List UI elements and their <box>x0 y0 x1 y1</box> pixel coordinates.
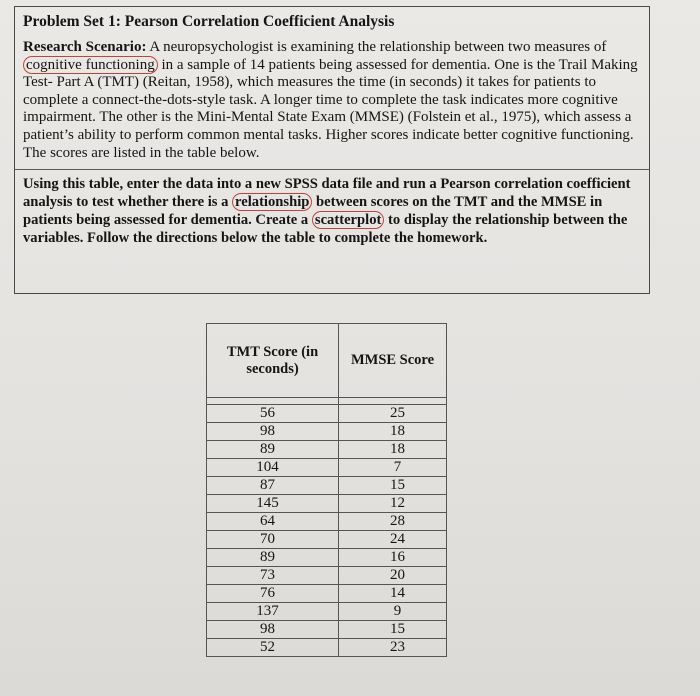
tmt-score-cell: 89 <box>207 549 339 567</box>
section-divider <box>15 169 649 170</box>
table-header-row <box>207 324 447 398</box>
table-spacer <box>207 398 447 405</box>
scenario-circled-phrase: cognitive functioning <box>23 56 158 74</box>
tmt-score-cell: 70 <box>207 531 339 549</box>
table-row <box>207 531 447 549</box>
instructions <box>23 176 641 247</box>
tmt-score-cell: 76 <box>207 585 339 603</box>
tmt-score-cell: 64 <box>207 513 339 531</box>
tmt-score-cell: 89 <box>207 441 339 459</box>
mmse-score-cell: 12 <box>339 495 447 513</box>
tmt-score-cell: 87 <box>207 477 339 495</box>
tmt-score-cell: 52 <box>207 639 339 657</box>
problem-box <box>14 6 650 294</box>
table-row <box>207 477 447 495</box>
table-row <box>207 567 447 585</box>
tmt-score-cell: 137 <box>207 603 339 621</box>
mmse-score-cell: 24 <box>339 531 447 549</box>
tmt-score-cell: 98 <box>207 423 339 441</box>
scores-table <box>206 323 447 657</box>
mmse-score-cell: 9 <box>339 603 447 621</box>
mmse-score-cell: 15 <box>339 621 447 639</box>
table-row <box>207 621 447 639</box>
table-row <box>207 441 447 459</box>
scenario-text-1: A neuropsychologist is examining the relationship between two measures of <box>146 39 607 55</box>
tmt-score-cell: 73 <box>207 567 339 585</box>
scenario-text-2: in a sample of 14 patients being assessed for dementia. One is the Trail Making Test- Part A (TMT) (Reitan, 1958), which measures the time (in seconds) it takes for patients to complete a connect-the-dots-style task. A longer time to complete the task indicates more cognitive impairment. The other is the Mini-Mental State Exam (MMSE) (Folstein et al., 1975), which assess a patient’s ability to perform common mental tasks. Higher scores indicate better cognitive functioning. The scores are listed in the table below. <box>23 56 638 161</box>
scenario-label: Research Scenario: <box>23 39 147 55</box>
table-row <box>207 513 447 531</box>
instructions-text-1: Using this table, enter the data into a new SPSS data file and run a Pearson correlation coefficient analysis to test whether there is a <box>23 176 631 210</box>
instructions-circled-relationship: relationship <box>232 193 312 211</box>
table-row <box>207 585 447 603</box>
table-row <box>207 495 447 513</box>
mmse-score-cell: 18 <box>339 423 447 441</box>
header-tmt-score: TMT Score (in seconds) <box>207 324 339 398</box>
header-mmse-score: MMSE Score <box>339 324 447 398</box>
table-row <box>207 639 447 657</box>
instructions-text-2: between scores on the TMT and the MMSE in patients being assessed for dementia. Create a <box>23 193 603 228</box>
mmse-score-cell: 18 <box>339 441 447 459</box>
table-row <box>207 423 447 441</box>
instructions-circled-scatterplot: scatterplot <box>312 211 384 229</box>
tmt-score-cell: 56 <box>207 405 339 423</box>
mmse-score-cell: 20 <box>339 567 447 585</box>
table-row <box>207 459 447 477</box>
table-row <box>207 405 447 423</box>
mmse-score-cell: 16 <box>339 549 447 567</box>
mmse-score-cell: 28 <box>339 513 447 531</box>
tmt-score-cell: 98 <box>207 621 339 639</box>
mmse-score-cell: 25 <box>339 405 447 423</box>
tmt-score-cell: 104 <box>207 459 339 477</box>
instructions-text-3: to display the relationship between the variables. Follow the directions below the table to complete the homework. <box>23 211 628 246</box>
table-row <box>207 603 447 621</box>
mmse-score-cell: 23 <box>339 639 447 657</box>
research-scenario <box>23 39 641 162</box>
problem-title: Problem Set 1: Pearson Correlation Coefficient Analysis <box>23 13 395 30</box>
table-row <box>207 549 447 567</box>
tmt-score-cell: 145 <box>207 495 339 513</box>
mmse-score-cell: 7 <box>339 459 447 477</box>
mmse-score-cell: 15 <box>339 477 447 495</box>
mmse-score-cell: 14 <box>339 585 447 603</box>
